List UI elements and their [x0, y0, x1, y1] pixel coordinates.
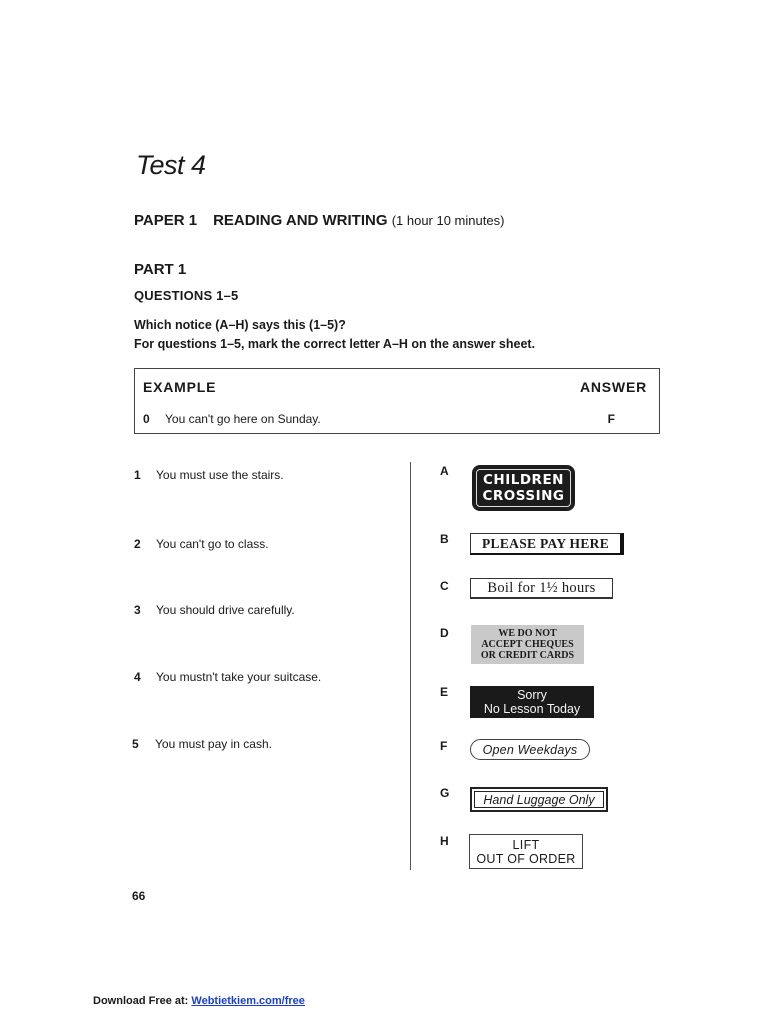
notice-line: WE DO NOT: [498, 628, 557, 639]
notice-line: CHILDREN: [483, 472, 564, 488]
paper-label: PAPER 1: [134, 212, 198, 229]
notice-d-sign: [471, 625, 584, 664]
question-number: 4: [134, 670, 141, 684]
paper-heading: [134, 212, 504, 229]
notice-line: No Lesson Today: [483, 702, 581, 716]
column-divider: [410, 462, 411, 870]
notice-line: LIFT: [512, 837, 540, 852]
answer-label: ANSWER: [579, 379, 647, 395]
notice-line: Hand Luggage Only: [483, 792, 595, 807]
notice-letter: H: [440, 834, 449, 848]
question-text: You should drive carefully.: [156, 603, 295, 617]
notice-letter: D: [440, 626, 449, 640]
question-number: 2: [134, 537, 141, 551]
notice-line: PLEASE PAY HERE: [481, 535, 610, 551]
notice-letter: G: [440, 786, 450, 800]
notice-e-sign: [470, 686, 594, 718]
notice-f-sign: [470, 739, 590, 760]
example-number: 0: [143, 412, 150, 426]
test-title: Test 4: [136, 150, 206, 180]
example-box: [134, 368, 660, 434]
question-text: You must pay in cash.: [155, 737, 272, 751]
notice-b-sign: [470, 533, 624, 555]
notice-line: OR CREDIT CARDS: [480, 650, 575, 661]
question-number: 3: [134, 603, 141, 617]
notice-line: Boil for 1½ hours: [487, 579, 596, 596]
question-text: You can't go to class.: [156, 537, 269, 551]
notice-line: OUT OF ORDER: [476, 851, 576, 866]
notice-line: ACCEPT CHEQUES: [481, 639, 574, 650]
notice-letter: A: [440, 464, 449, 478]
page-number: 66: [132, 889, 146, 903]
notice-letter: B: [440, 532, 449, 546]
question-number: 5: [132, 737, 139, 751]
notice-a-sign: [472, 465, 575, 511]
notice-h-sign: [469, 834, 583, 869]
notice-c-sign: [470, 578, 613, 599]
questions-heading: QUESTIONS 1–5: [134, 288, 239, 303]
notice-line: Sorry: [517, 688, 547, 702]
notice-line: Open Weekdays: [482, 742, 578, 757]
notice-letter: E: [440, 685, 449, 699]
notice-letter: C: [440, 579, 449, 593]
example-answer: F: [607, 412, 615, 426]
question-text: You mustn't take your suitcase.: [156, 670, 322, 684]
download-footer: [93, 995, 305, 1007]
question-number: 1: [134, 468, 141, 482]
notice-line: CROSSING: [482, 488, 565, 504]
paper-duration: (1 hour 10 minutes): [391, 213, 505, 228]
example-text: You can't go here on Sunday.: [165, 412, 321, 426]
notice-letter: F: [440, 739, 448, 753]
example-label: EXAMPLE: [143, 379, 217, 395]
footer-prefix: Download Free at:: [93, 995, 189, 1007]
question-text: You must use the stairs.: [156, 468, 284, 482]
instruction-line-2: For questions 1–5, mark the correct letter A–H on the answer sheet.: [134, 337, 536, 351]
paper-name: READING AND WRITING: [213, 212, 388, 229]
part-heading: PART 1: [134, 261, 187, 278]
notice-g-sign: [470, 787, 608, 812]
instruction-line-1: Which notice (A–H) says this (1–5)?: [134, 318, 346, 332]
footer-link[interactable]: Webtietkiem.com/free: [191, 995, 305, 1007]
